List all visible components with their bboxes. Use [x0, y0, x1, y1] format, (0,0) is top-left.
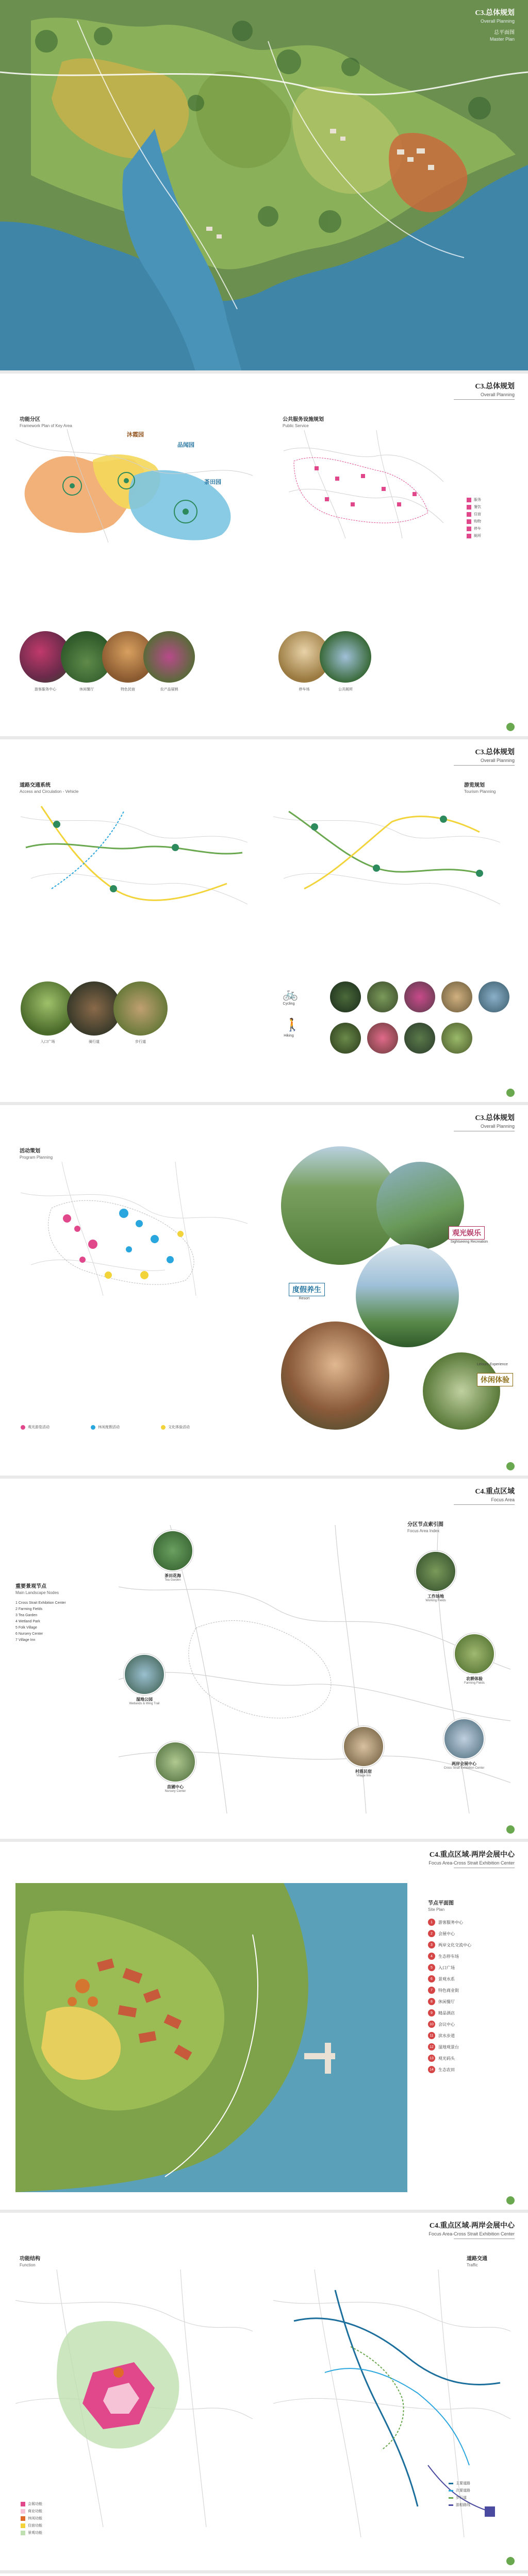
traffic-map — [21, 796, 248, 920]
bubble-sightseeing-en: Sightseeing Recreation — [450, 1240, 488, 1244]
page-aerial-render — [0, 2573, 528, 2576]
page-function-traffic — [0, 2213, 528, 2573]
legend-label: 生态农田 — [438, 2067, 455, 2072]
tourism-subtitle: Tourism Planning — [464, 789, 496, 794]
section-title: C3.总体规划 — [475, 383, 515, 391]
program-legend — [21, 1425, 190, 1432]
hiking-label: Hiking — [284, 1034, 294, 1038]
site-plan-legend — [428, 1917, 471, 2075]
focus-sub: Wetlands & Wing Trail — [129, 1702, 160, 1705]
legend-label: 会议中心 — [438, 2022, 455, 2027]
nodes-title: 重要景观节点 — [15, 1584, 46, 1589]
legend-item — [21, 2516, 42, 2521]
legend-label: 观光码头 — [438, 2056, 455, 2061]
index-subtitle: Focus Area Index — [407, 1529, 440, 1533]
zoning-subtitle: Framework Plan of Key Area — [20, 423, 72, 428]
focus-sub: Village Inn — [356, 1774, 371, 1777]
logo-icon — [506, 1462, 515, 1470]
section-title: C3.总体规划 — [475, 1114, 515, 1122]
focus-thumb — [155, 1741, 196, 1783]
legend-item — [91, 1425, 120, 1430]
photo-caption: 骑行道 — [89, 1040, 100, 1044]
tourism-title: 游览规划 — [464, 783, 485, 788]
traffic2-map — [273, 2269, 510, 2537]
legend-item — [467, 519, 481, 524]
page-header — [475, 1486, 515, 1502]
photo-circle — [441, 1023, 472, 1054]
focus-label: 湿地公园 — [136, 1697, 153, 1702]
page-zoning — [0, 374, 528, 739]
legend-label: 主要道路 — [456, 2482, 470, 2485]
nodes-list-item: 1 Cross Strait Exhibition Center — [15, 1601, 66, 1605]
page-header — [475, 1112, 515, 1129]
bubble-leisure-en: Leisure Experience — [477, 1363, 508, 1366]
photo-circle — [478, 981, 509, 1012]
left-block-title — [20, 415, 72, 428]
tourism-map — [273, 796, 500, 920]
page-header — [475, 7, 515, 42]
focus-card — [415, 1551, 456, 1602]
focus-sub: Farming Fields — [464, 1682, 485, 1685]
program-map — [21, 1162, 248, 1296]
service-subtitle: Public Service — [283, 423, 309, 428]
page-master-plan — [0, 0, 528, 374]
legend-label: 景观水系 — [438, 1976, 455, 1981]
bubble-resort-en: Resort — [299, 1297, 310, 1300]
focus-thumb — [343, 1726, 384, 1767]
legend-row: 9 精品酒店 — [428, 2007, 471, 2019]
legend-row: 1 游客服务中心 — [428, 1917, 471, 1928]
photo-circle — [367, 981, 398, 1012]
traffic-subtitle: Access and Circulation - Vehicle — [20, 789, 79, 794]
plan-title: 总平面图 — [494, 30, 515, 36]
section-subtitle: Overall Planning — [480, 392, 515, 397]
photo-circle — [330, 1023, 361, 1054]
legend-label: 滨水步道 — [438, 2033, 455, 2038]
traffic-title: 道路交通系统 — [20, 783, 51, 788]
legend-label: 休闲餐厅 — [438, 1999, 455, 2004]
legend-label: 生态停车场 — [438, 1954, 459, 1959]
bubble-leisure: 休闲体验 — [477, 1373, 513, 1386]
legend-label: 休闲度假活动 — [98, 1426, 120, 1429]
photo-circle-people — [281, 1321, 389, 1430]
master-plan-aerial — [0, 0, 528, 374]
legend-label: 精品酒店 — [438, 2010, 455, 2015]
section-subtitle: Focus Area-Cross Strait Exhibition Center — [428, 2231, 515, 2236]
section-subtitle: Overall Planning — [480, 758, 515, 763]
photo-circle — [404, 981, 435, 1012]
focus-sub: Working Fields — [425, 1599, 446, 1602]
menu-subtitle: Site Plan — [428, 1907, 445, 1912]
zone-label-2: 品闻园 — [177, 442, 194, 448]
legend-label: 住宿功能 — [28, 2524, 42, 2528]
site-plan-aerial — [15, 1883, 407, 2192]
section-subtitle: Focus Area — [491, 1497, 515, 1502]
legend-item — [21, 2509, 42, 2514]
legend-label: 厕所 — [474, 534, 481, 538]
section-title: C3.总体规划 — [475, 9, 515, 17]
nodes-list-item: 7 Village Inn — [15, 1638, 36, 1642]
photo-caption: 游客服务中心 — [35, 688, 56, 691]
legend-item — [21, 2523, 42, 2528]
legend-item — [467, 526, 481, 531]
photo-circle — [367, 1023, 398, 1054]
hiking-icon: 🚶 — [285, 1018, 300, 1032]
nodes-list-item: 3 Tea Garden — [15, 1614, 38, 1617]
page-program — [0, 1105, 528, 1479]
logo-icon — [506, 1089, 515, 1097]
section-subtitle: Focus Area-Cross Strait Exhibition Center — [428, 1860, 515, 1866]
index-title: 分区节点索引图 — [407, 1522, 443, 1528]
traffic2-subtitle: Traffic — [467, 2263, 478, 2267]
legend-row: 13 观光码头 — [428, 2053, 471, 2064]
legend-label: 文化体验活动 — [168, 1426, 190, 1429]
photo-circle-resort — [356, 1244, 459, 1347]
zone-label-1: 沐霞园 — [127, 432, 144, 438]
nodes-subtitle: Main Landscape Nodes — [15, 1590, 59, 1595]
focus-label: 茶田花海 — [164, 1573, 181, 1578]
function-subtitle: Function — [20, 2263, 36, 2267]
legend-row: 10 会议中心 — [428, 2019, 471, 2030]
footer-logo — [506, 1089, 515, 1097]
footer-logo — [506, 1462, 515, 1470]
logo-icon — [506, 2196, 515, 2205]
header-divider — [454, 399, 515, 400]
left-block-title — [15, 1582, 59, 1595]
legend-label: 休闲功能 — [28, 2517, 42, 2520]
focus-sub: Nursery Center — [164, 1790, 186, 1793]
focus-thumb — [415, 1551, 456, 1592]
header-divider — [454, 1504, 515, 1505]
legend-row: 5 入口广场 — [428, 1962, 471, 1973]
service-title: 公共服务设施规划 — [283, 417, 324, 422]
footer-logo — [506, 723, 515, 731]
legend-label: 服务 — [474, 498, 481, 502]
legend-label: 景观功能 — [28, 2531, 42, 2535]
left-block-title — [20, 781, 78, 794]
section-title: C4.重点区域 — [475, 1488, 515, 1496]
section-title: C4.重点区域-两岸会展中心 — [429, 2222, 515, 2230]
program-title: 活动策划 — [20, 1148, 40, 1154]
focus-card — [343, 1726, 384, 1777]
focus-thumb — [152, 1530, 193, 1571]
service-legend — [467, 497, 481, 540]
photo-circle — [404, 1023, 435, 1054]
photo-caption: 休闲餐厅 — [79, 688, 94, 691]
header-divider — [454, 765, 515, 766]
legend-label: 会展功能 — [28, 2502, 42, 2506]
bubble-sightseeing: 观光娱乐 — [449, 1226, 485, 1240]
legend-label: 住宿 — [474, 513, 481, 516]
photo-caption: 步行道 — [135, 1040, 146, 1044]
focus-card — [443, 1718, 485, 1770]
legend-label: 购物 — [474, 520, 481, 523]
legend-label: 湿地观景台 — [438, 2044, 459, 2049]
legend-item — [449, 2495, 470, 2500]
footer-logo — [506, 2196, 515, 2205]
traffic2-legend — [449, 2481, 470, 2510]
left-block-title — [20, 1146, 53, 1160]
photo-caption: 农产品展销 — [160, 688, 178, 691]
legend-item — [449, 2481, 470, 2486]
legend-label: 商业功能 — [28, 2510, 42, 2513]
legend-item — [449, 2488, 470, 2493]
nodes-list-item: 2 Farming Fields — [15, 1607, 43, 1611]
function-title: 功能结构 — [20, 2256, 40, 2262]
legend-label: 入口广场 — [438, 1965, 455, 1970]
legend-row: 6 景观水系 — [428, 1973, 471, 1985]
photo-circle — [113, 981, 168, 1036]
nodes-list-item: 4 Wetland Park — [15, 1620, 40, 1623]
focus-thumb — [124, 1654, 165, 1695]
photo-circle — [143, 631, 195, 683]
focus-label: 农耕体验 — [466, 1676, 483, 1681]
photo-caption: 公共厕所 — [338, 688, 353, 691]
service-map — [273, 430, 449, 538]
nodes-list-item: 6 Nursery Center — [15, 1632, 43, 1636]
page-header — [475, 381, 515, 397]
photo-circle — [320, 631, 371, 683]
legend-item — [467, 533, 481, 538]
photo-caption: 停车场 — [299, 688, 310, 691]
legend-row: 12 湿地观景台 — [428, 2041, 471, 2053]
page-header — [428, 1849, 515, 1866]
legend-row: 7 特色商业街 — [428, 1985, 471, 1996]
page-header — [475, 747, 515, 763]
legend-label: 餐饮 — [474, 505, 481, 509]
cycling-label: Cycling — [283, 1002, 295, 1006]
photo-circle — [441, 981, 472, 1012]
legend-item — [467, 504, 481, 510]
focus-card — [454, 1633, 495, 1685]
page-traffic-tourism — [0, 739, 528, 1105]
legend-row: 14 生态农田 — [428, 2064, 471, 2075]
photo-caption: 入口广场 — [40, 1040, 55, 1044]
zone-label-3: 茶田园 — [204, 479, 221, 485]
right-block-title — [467, 2254, 487, 2267]
focus-thumb — [443, 1718, 485, 1759]
footer-logo — [506, 2557, 515, 2565]
logo-icon — [506, 723, 515, 731]
photo-circle — [330, 981, 361, 1012]
legend-row: 2 会展中心 — [428, 1928, 471, 1939]
legend-item — [21, 2501, 42, 2506]
focus-sub: Tea Garden — [164, 1579, 181, 1582]
legend-item — [21, 2530, 42, 2535]
legend-label: 次要道路 — [456, 2489, 470, 2493]
focus-thumb — [454, 1633, 495, 1674]
cycling-icon: 🚲 — [283, 987, 298, 1001]
focus-sub: Cross Strait Exhibition Center — [443, 1767, 485, 1770]
legend-item — [161, 1425, 190, 1430]
legend-item — [467, 512, 481, 517]
nodes-list — [15, 1600, 66, 1643]
legend-label: 特色商业街 — [438, 1988, 459, 1993]
legend-label: 两岸文化交流中心 — [438, 1942, 471, 1947]
focus-card — [124, 1654, 165, 1705]
legend-label: 游船路线 — [456, 2503, 470, 2507]
focus-card — [155, 1741, 196, 1793]
section-subtitle: Overall Planning — [480, 19, 515, 24]
function-legend — [21, 2501, 42, 2537]
legend-row: 11 滨水步道 — [428, 2030, 471, 2041]
legend-label: 步行道 — [456, 2496, 467, 2500]
logo-icon — [506, 1825, 515, 1834]
photo-caption: 特色民宿 — [121, 688, 135, 691]
left-block-title — [20, 2254, 40, 2267]
footer-logo — [506, 1825, 515, 1834]
legend-label: 停车 — [474, 527, 481, 531]
logo-icon — [506, 2557, 515, 2565]
legend-item — [21, 1425, 50, 1430]
focus-label: 两岸会展中心 — [452, 1761, 476, 1766]
menu-block-title — [428, 1899, 454, 1912]
right-block-title — [283, 415, 324, 428]
legend-row: 4 生态停车场 — [428, 1951, 471, 1962]
focus-label: 工作场地 — [427, 1594, 444, 1599]
page-site-plan — [0, 1842, 528, 2213]
bubble-resort: 度假养生 — [289, 1283, 325, 1296]
legend-label: 游客服务中心 — [438, 1920, 463, 1925]
legend-item — [467, 497, 481, 502]
focus-label: 村落民宿 — [355, 1769, 372, 1774]
menu-title: 节点平面图 — [428, 1901, 454, 1906]
legend-item — [449, 2502, 470, 2507]
legend-row: 8 休闲餐厅 — [428, 1996, 471, 2007]
focus-label: 苗圃中心 — [167, 1785, 184, 1789]
section-title: C4.重点区域-两岸会展中心 — [429, 1851, 515, 1859]
focus-card — [152, 1530, 193, 1582]
legend-label: 会展中心 — [438, 1931, 455, 1936]
nodes-list-item: 5 Folk Village — [15, 1626, 37, 1630]
legend-label: 观光游览活动 — [28, 1426, 50, 1429]
zoning-title: 功能分区 — [20, 417, 40, 422]
program-subtitle: Program Planning — [20, 1155, 53, 1160]
center-block-title — [407, 1520, 443, 1533]
function-map — [15, 2269, 253, 2527]
section-title: C3.总体规划 — [475, 749, 515, 756]
section-subtitle: Overall Planning — [480, 1124, 515, 1129]
traffic2-title: 道路交通 — [467, 2256, 487, 2262]
page-header — [428, 2220, 515, 2236]
right-block-title — [464, 781, 496, 794]
page-focus-area — [0, 1479, 528, 1842]
legend-row: 3 两岸文化交流中心 — [428, 1939, 471, 1951]
plan-subtitle: Master Plan — [489, 37, 515, 42]
